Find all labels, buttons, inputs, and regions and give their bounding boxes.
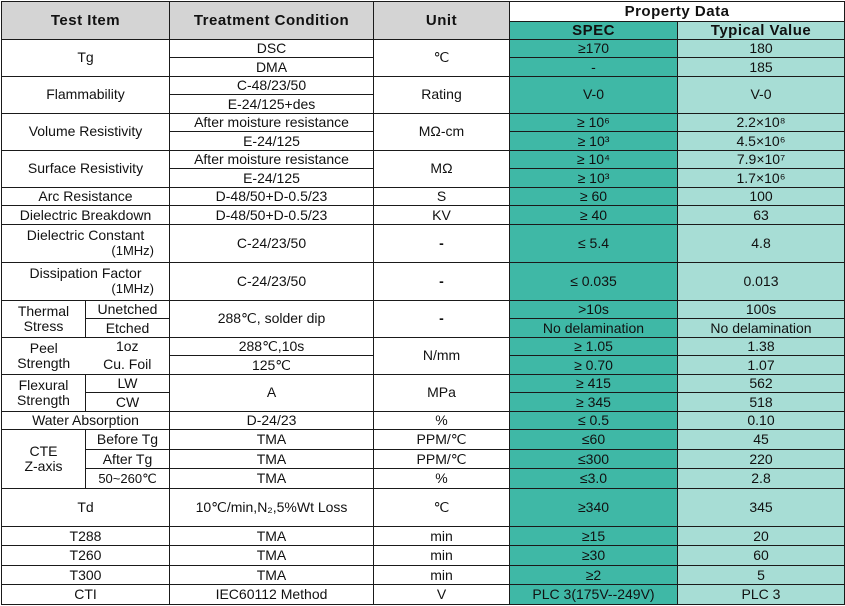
header-test-item: Test Item <box>2 2 170 40</box>
spec-cell: ≥ 60 <box>510 187 678 205</box>
condition-cell: After moisture resistance <box>170 113 374 131</box>
condition-cell: 288℃,10s <box>170 337 374 355</box>
table-row <box>2 262 845 300</box>
typical-cell: 5 <box>678 565 845 585</box>
spec-cell: No delamination <box>510 319 678 337</box>
sub-label: After Tg <box>86 449 170 469</box>
spec-cell: ≥ 1.05 <box>510 337 678 355</box>
spec-cell: - <box>510 58 678 76</box>
row-label: Tg <box>2 40 170 77</box>
row-label <box>2 224 170 262</box>
header-treatment: Treatment Condition <box>170 2 374 40</box>
unit-cell: V <box>374 585 510 605</box>
table-row <box>2 374 845 392</box>
header-unit: Unit <box>374 2 510 40</box>
condition-cell: D-48/50+D-0.5/23 <box>170 187 374 205</box>
condition-cell: C-24/23/50 <box>170 262 374 300</box>
spec-cell: ≥340 <box>510 488 678 526</box>
unit-cell: - <box>374 300 510 337</box>
row-label <box>2 374 86 411</box>
unit-cell: ℃ <box>374 488 510 526</box>
row-label-line2: Strength <box>17 354 71 371</box>
condition-cell: DMA <box>170 58 374 76</box>
condition-cell: 288℃, solder dip <box>170 300 374 337</box>
typical-cell: V-0 <box>678 76 845 113</box>
row-label: Td <box>2 488 170 526</box>
table-row <box>2 337 845 355</box>
unit-cell: MΩ <box>374 150 510 187</box>
condition-cell: E-24/125 <box>170 169 374 187</box>
typical-cell: 185 <box>678 58 845 76</box>
row-label: T260 <box>2 546 170 566</box>
sub-label: Etched <box>86 319 170 337</box>
typical-cell: 562 <box>678 374 845 392</box>
row-label <box>2 300 86 337</box>
table-row <box>2 40 845 58</box>
condition-cell: E-24/125+des <box>170 95 374 113</box>
row-label-line2: Stress <box>23 317 64 334</box>
condition-cell: 125℃ <box>170 356 374 374</box>
typical-cell: 220 <box>678 449 845 469</box>
condition-cell: TMA <box>170 469 374 489</box>
sub-label: Unetched <box>86 300 170 318</box>
typical-cell: 4.8 <box>678 224 845 262</box>
row-label <box>2 262 170 300</box>
table-row <box>2 187 845 205</box>
row-label-main: Dissipation Factor <box>29 265 142 282</box>
row-label: CTI <box>2 585 170 605</box>
typical-cell: 100s <box>678 300 845 318</box>
spec-cell: ≥ 0.70 <box>510 356 678 374</box>
row-label <box>2 337 86 374</box>
spec-cell: ≥ 40 <box>510 206 678 224</box>
spec-cell: >10s <box>510 300 678 318</box>
typical-cell: 45 <box>678 430 845 450</box>
typical-cell: 0.10 <box>678 411 845 429</box>
typical-cell: 518 <box>678 393 845 411</box>
unit-cell: min <box>374 526 510 546</box>
typical-cell: 1.38 <box>678 337 845 355</box>
table-row <box>2 449 845 469</box>
typical-cell: 100 <box>678 187 845 205</box>
table-row <box>2 224 845 262</box>
spec-cell: ≤60 <box>510 430 678 450</box>
spec-cell: ≥2 <box>510 565 678 585</box>
row-label: T288 <box>2 526 170 546</box>
typical-cell: 20 <box>678 526 845 546</box>
row-label: Water Absorption <box>2 411 170 429</box>
typical-cell: 2.2×10⁸ <box>678 113 845 131</box>
unit-cell: MΩ-cm <box>374 113 510 150</box>
table-row <box>2 469 845 489</box>
sub-label: Cu. Foil <box>86 356 170 374</box>
condition-cell: TMA <box>170 526 374 546</box>
spec-cell: ≥170 <box>510 40 678 58</box>
spec-cell: ≤3.0 <box>510 469 678 489</box>
typical-cell: 180 <box>678 40 845 58</box>
spec-cell: V-0 <box>510 76 678 113</box>
typical-cell: 4.5×10⁶ <box>678 132 845 150</box>
unit-cell: % <box>374 411 510 429</box>
typical-cell: 7.9×10⁷ <box>678 150 845 168</box>
spec-cell: ≥ 10⁶ <box>510 113 678 131</box>
header-typical: Typical Value <box>678 21 845 39</box>
unit-cell: KV <box>374 206 510 224</box>
unit-cell: min <box>374 565 510 585</box>
row-label: Dielectric Breakdown <box>2 206 170 224</box>
row-label-line1: Flexural <box>18 376 69 393</box>
spec-cell: ≥30 <box>510 546 678 566</box>
row-label-sub: (1MHz) <box>111 243 154 259</box>
spec-cell: PLC 3(175V--249V) <box>510 585 678 605</box>
unit-cell: MPa <box>374 374 510 411</box>
row-label-main: Dielectric Constant <box>26 227 145 244</box>
typical-cell: No delamination <box>678 319 845 337</box>
typical-cell: 345 <box>678 488 845 526</box>
table-row <box>2 150 845 168</box>
typical-cell: 1.07 <box>678 356 845 374</box>
unit-cell: N/mm <box>374 337 510 374</box>
typical-cell: PLC 3 <box>678 585 845 605</box>
table-row <box>2 113 845 131</box>
row-label-line1: CTE <box>29 443 58 459</box>
unit-cell: S <box>374 187 510 205</box>
condition-cell: DSC <box>170 40 374 58</box>
table-row <box>2 488 845 526</box>
spec-cell: ≥15 <box>510 526 678 546</box>
table-row <box>2 300 845 318</box>
spec-cell: ≥ 345 <box>510 393 678 411</box>
unit-cell: % <box>374 469 510 489</box>
table-row <box>2 76 845 94</box>
condition-cell: C-24/23/50 <box>170 224 374 262</box>
unit-cell: min <box>374 546 510 566</box>
row-label-line2: Strength <box>17 391 70 408</box>
condition-cell: A <box>170 374 374 411</box>
unit-cell: ℃ <box>374 40 510 77</box>
header-property-data: Property Data <box>510 2 845 22</box>
table-row <box>2 546 845 566</box>
typical-cell: 1.7×10⁶ <box>678 169 845 187</box>
unit-cell: PPM/℃ <box>374 430 510 450</box>
unit-cell: PPM/℃ <box>374 449 510 469</box>
row-label: Arc Resistance <box>2 187 170 205</box>
unit-cell: - <box>374 262 510 300</box>
table-row <box>2 411 845 429</box>
header-spec: SPEC <box>510 21 678 39</box>
unit-cell: - <box>374 224 510 262</box>
sub-label: Before Tg <box>86 430 170 450</box>
row-label: Volume Resistivity <box>2 113 170 150</box>
spec-cell: ≥ 10³ <box>510 169 678 187</box>
condition-cell: IEC60112 Method <box>170 585 374 605</box>
spec-cell: ≤ 5.4 <box>510 224 678 262</box>
condition-cell: 10℃/min,N₂,5%Wt Loss <box>170 488 374 526</box>
condition-cell: D-24/23 <box>170 411 374 429</box>
row-label-sub: (1MHz) <box>111 281 154 297</box>
property-table <box>1 1 845 605</box>
condition-cell: TMA <box>170 449 374 469</box>
condition-cell: TMA <box>170 430 374 450</box>
condition-cell: After moisture resistance <box>170 150 374 168</box>
spec-cell: ≥ 10³ <box>510 132 678 150</box>
condition-cell: TMA <box>170 546 374 566</box>
sub-label: CW <box>86 393 170 411</box>
table-row <box>2 585 845 605</box>
table-row <box>2 206 845 224</box>
table-row <box>2 430 845 450</box>
row-label-line2: Z-axis <box>24 458 63 474</box>
row-label: Surface Resistivity <box>2 150 170 187</box>
typical-cell: 60 <box>678 546 845 566</box>
spec-cell: ≤ 0.5 <box>510 411 678 429</box>
sub-label: 50~260℃ <box>86 469 170 489</box>
condition-cell: C-48/23/50 <box>170 76 374 94</box>
row-label-line1: Thermal <box>17 302 70 319</box>
typical-cell: 2.8 <box>678 469 845 489</box>
unit-cell: Rating <box>374 76 510 113</box>
condition-cell: E-24/125 <box>170 132 374 150</box>
typical-cell: 0.013 <box>678 262 845 300</box>
typical-cell: 63 <box>678 206 845 224</box>
row-label: Flammability <box>2 76 170 113</box>
condition-cell: TMA <box>170 565 374 585</box>
row-label-line1: Peel <box>29 339 58 356</box>
table-row <box>2 565 845 585</box>
spec-cell: ≥ 415 <box>510 374 678 392</box>
row-label: T300 <box>2 565 170 585</box>
row-label <box>2 430 86 489</box>
spec-cell: ≥ 10⁴ <box>510 150 678 168</box>
table-row <box>2 526 845 546</box>
condition-cell: D-48/50+D-0.5/23 <box>170 206 374 224</box>
sub-label: LW <box>86 374 170 392</box>
sub-label: 1oz <box>86 337 170 355</box>
spec-cell: ≤ 0.035 <box>510 262 678 300</box>
spec-cell: ≤300 <box>510 449 678 469</box>
